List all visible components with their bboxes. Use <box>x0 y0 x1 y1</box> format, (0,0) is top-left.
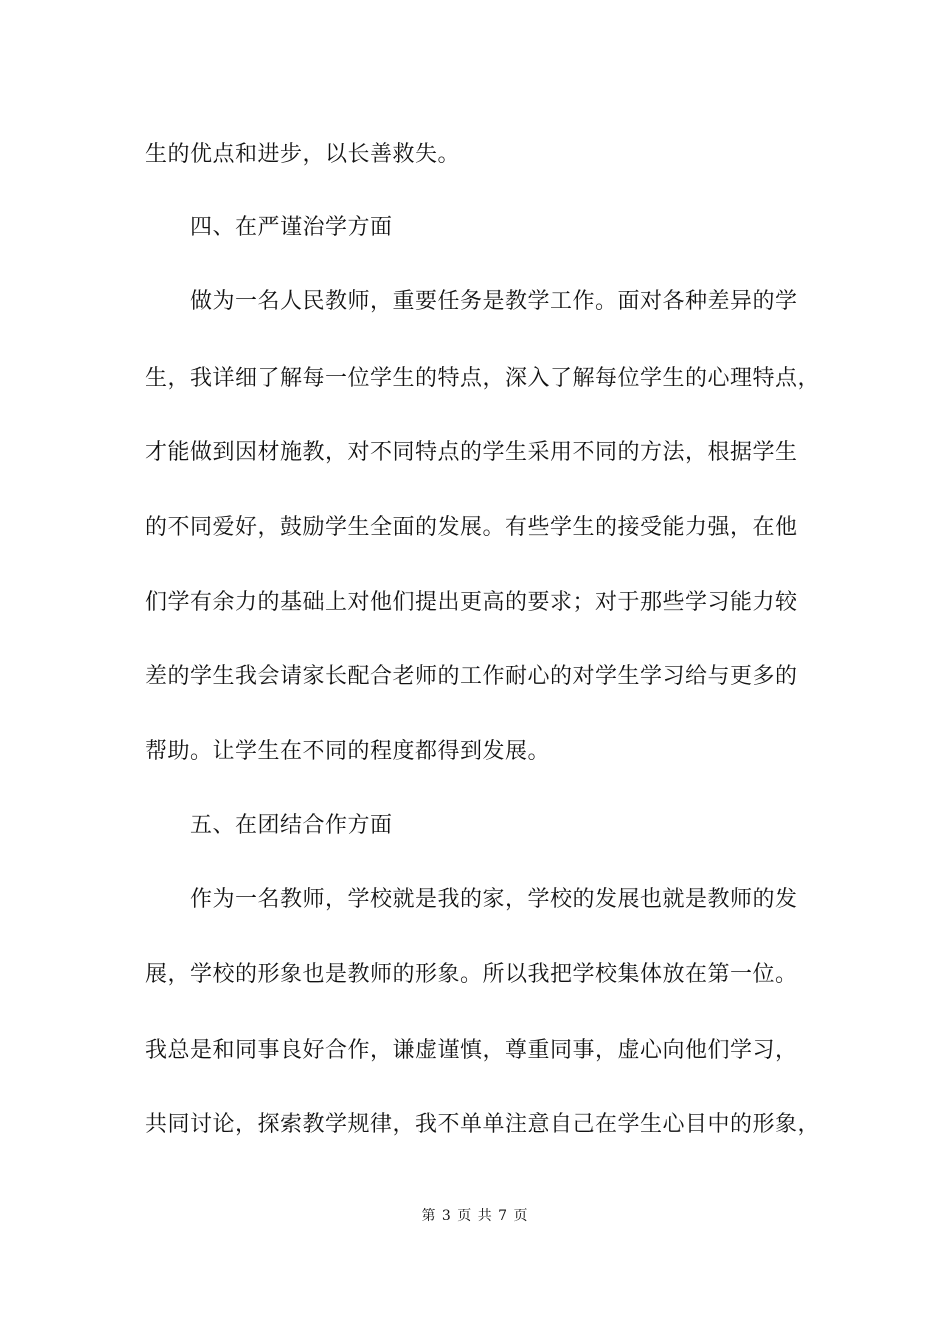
section-heading: 四、在严谨治学方面 <box>190 215 393 240</box>
paragraph-line: 们学有余力的基础上对他们提出更高的要求；对于那些学习能力较 <box>145 590 798 615</box>
paragraph-line: 我总是和同事良好合作，谦虚谨慎，尊重同事，虚心向他们学习， <box>145 1038 798 1063</box>
paragraph-line: 做为一名人民教师，重要任务是教学工作。面对各种差异的学 <box>190 289 798 314</box>
paragraph-line: 帮助。让学生在不同的程度都得到发展。 <box>145 739 551 764</box>
paragraph-line: 展，学校的形象也是教师的形象。所以我把学校集体放在第一位。 <box>145 962 798 987</box>
page-number: 第 3 页 共 7 页 <box>421 1208 529 1224</box>
page-footer <box>0 1206 950 1226</box>
paragraph-line: 作为一名教师，学校就是我的家，学校的发展也就是教师的发 <box>190 887 798 912</box>
paragraph-line: 才能做到因材施教，对不同特点的学生采用不同的方法，根据学生 <box>145 440 798 465</box>
paragraph-line: 的不同爱好，鼓励学生全面的发展。有些学生的接受能力强，在他 <box>145 515 798 540</box>
paragraph-line: 共同讨论，探索教学规律，我不单单注意自己在学生心目中的形象， <box>145 1112 821 1137</box>
paragraph-line: 生的优点和进步，以长善救失。 <box>145 142 461 167</box>
paragraph-line: 差的学生我会请家长配合老师的工作耐心的对学生学习给与更多的 <box>145 664 798 689</box>
section-heading: 五、在团结合作方面 <box>190 813 393 838</box>
paragraph-line: 生，我详细了解每一位学生的特点，深入了解每位学生的心理特点， <box>145 366 821 391</box>
